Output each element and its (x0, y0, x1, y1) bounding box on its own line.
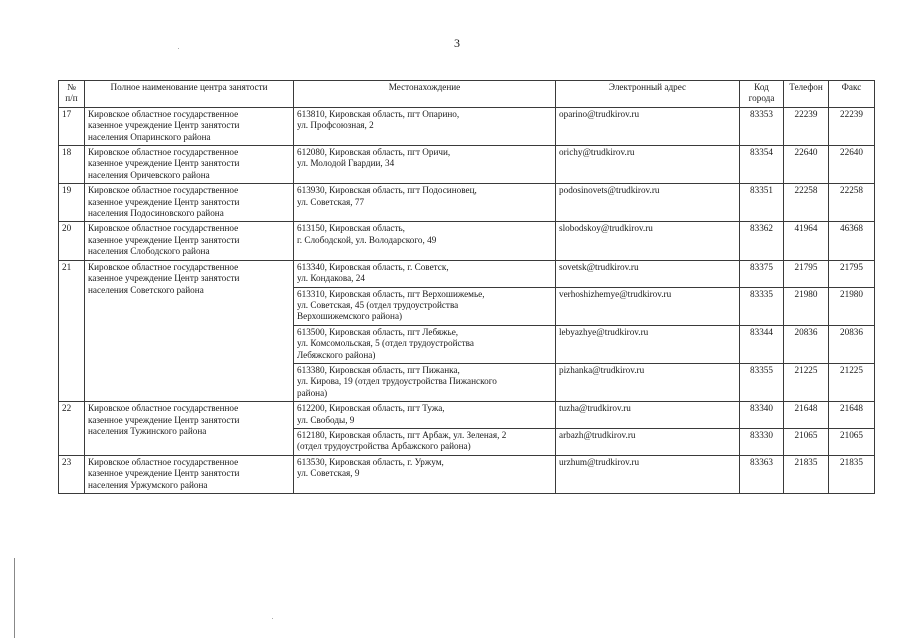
city-code-cell: 83351 (740, 184, 784, 222)
table-row (59, 184, 875, 222)
row-number: 21 (59, 260, 85, 401)
email-cell: podosinovets@trudkirov.ru (556, 184, 740, 222)
table-row (59, 222, 875, 260)
address-line: ул. Свободы, 9 (297, 414, 355, 425)
center-name-cell (85, 402, 294, 456)
row-number: 20 (59, 222, 85, 260)
city-code-cell: 83375 (740, 260, 784, 287)
phone-cell: 20836 (784, 325, 829, 363)
row-number: 23 (59, 455, 85, 493)
center-name-line: Кировское областное государственное (88, 108, 239, 119)
center-name-line: Кировское областное государственное (88, 147, 239, 158)
phone-cell: 22640 (784, 146, 829, 184)
email-cell: orichy@trudkirov.ru (556, 146, 740, 184)
center-name-cell (85, 146, 294, 184)
city-code-cell: 83344 (740, 325, 784, 363)
center-name-cell (85, 455, 294, 493)
address-line: района) (297, 387, 328, 398)
phone-cell: 41964 (784, 222, 829, 260)
header-code (740, 81, 784, 108)
city-code-cell: 83355 (740, 363, 784, 401)
city-code-cell: 83335 (740, 287, 784, 325)
table-header-row (59, 81, 875, 108)
fax-cell: 21835 (829, 455, 875, 493)
address-line: 613150, Кировская область, (297, 223, 405, 234)
city-code-cell: 83330 (740, 428, 784, 455)
center-name-cell (85, 260, 294, 401)
city-code-cell: 83362 (740, 222, 784, 260)
header-num-line: № (67, 82, 76, 92)
address-line: (отдел трудоустройства Арбажского района) (297, 441, 471, 452)
header-email: Электронный адрес (556, 81, 740, 108)
header-fax: Факс (829, 81, 875, 108)
fax-cell: 21065 (829, 428, 875, 455)
center-name-line: казенное учреждение Центр занятости (88, 196, 240, 207)
center-name-line: Кировское областное государственное (88, 185, 239, 196)
center-name-line: населения Оричевского района (88, 169, 210, 180)
address-line: ул. Профсоюзная, 2 (297, 120, 374, 131)
address-line: 613310, Кировская область, пгт Верхошижемье, (297, 288, 485, 299)
header-num-line: п/п (65, 93, 78, 104)
header-code-line: города (748, 93, 775, 104)
center-name-line: казенное учреждение Центр занятости (88, 414, 240, 425)
address-line: 613500, Кировская область, пгт Лебяжье, (297, 326, 459, 337)
fax-cell: 22239 (829, 107, 875, 145)
header-num (59, 81, 85, 108)
email-cell: verhoshizhemye@trudkirov.ru (556, 287, 740, 325)
address-cell (294, 455, 556, 493)
center-name-line: населения Тужинского района (88, 425, 207, 436)
address-line: 613380, Кировская область, пгт Пижанка, (297, 364, 460, 375)
center-name-line: Кировское областное государственное (88, 403, 239, 414)
email-cell: oparino@trudkirov.ru (556, 107, 740, 145)
row-number: 17 (59, 107, 85, 145)
center-name-line: казенное учреждение Центр занятости (88, 234, 240, 245)
center-name-line: населения Опаринского района (88, 131, 211, 142)
table-row (59, 107, 875, 145)
address-cell (294, 222, 556, 260)
address-line: ул. Кирова, 19 (отдел трудоустройства Пижанского (297, 376, 497, 387)
scan-line-mark (14, 558, 15, 638)
center-name-line: казенное учреждение Центр занятости (88, 273, 240, 284)
address-cell (294, 184, 556, 222)
address-line: 612080, Кировская область, пгт Оричи, (297, 147, 451, 158)
city-code-cell: 83340 (740, 402, 784, 429)
email-cell: slobodskoy@trudkirov.ru (556, 222, 740, 260)
address-line: Верхошижемского района) (297, 311, 403, 322)
email-cell: arbazh@trudkirov.ru (556, 428, 740, 455)
center-name-line: населения Советского района (88, 284, 204, 295)
center-name-line: населения Слободского района (88, 246, 210, 257)
fax-cell: 22640 (829, 146, 875, 184)
row-number: 18 (59, 146, 85, 184)
address-line: ул. Советская, 9 (297, 468, 360, 479)
fax-cell: 21795 (829, 260, 875, 287)
address-line: Лебяжского района) (297, 349, 376, 360)
address-line: 613530, Кировская область, г. Уржум, (297, 456, 444, 467)
page-number: 3 (454, 36, 460, 50)
center-name-cell (85, 184, 294, 222)
address-line: 612200, Кировская область, пгт Тужа, (297, 403, 445, 414)
phone-cell: 21065 (784, 428, 829, 455)
table-row (59, 260, 875, 287)
address-line: 612180, Кировская область, пгт Арбаж, ул. Зеленая, 2 (297, 429, 507, 440)
fax-cell: 22258 (829, 184, 875, 222)
city-code-cell: 83363 (740, 455, 784, 493)
address-cell (294, 146, 556, 184)
center-name-cell (85, 107, 294, 145)
phone-cell: 21648 (784, 402, 829, 429)
fax-cell: 21648 (829, 402, 875, 429)
address-cell (294, 363, 556, 401)
header-name: Полное наименование центра занятости (85, 81, 294, 108)
city-code-cell: 83353 (740, 107, 784, 145)
address-line: ул. Советская, 77 (297, 196, 365, 207)
address-line: 613810, Кировская область, пгт Опарино, (297, 108, 460, 119)
phone-cell: 22258 (784, 184, 829, 222)
scan-dot-mark (272, 618, 273, 619)
center-name-line: казенное учреждение Центр занятости (88, 158, 240, 169)
center-name-cell (85, 222, 294, 260)
scan-dot-mark (178, 48, 179, 49)
center-name-line: Кировское областное государственное (88, 261, 239, 272)
table-row (59, 402, 875, 429)
center-name-line: Кировское областное государственное (88, 456, 239, 467)
header-phone: Телефон (784, 81, 829, 108)
row-number: 19 (59, 184, 85, 222)
row-number: 22 (59, 402, 85, 456)
email-cell: pizhanka@trudkirov.ru (556, 363, 740, 401)
center-name-line: казенное учреждение Центр занятости (88, 120, 240, 131)
phone-cell: 21795 (784, 260, 829, 287)
address-line: 613340, Кировская область, г. Советск, (297, 261, 449, 272)
email-cell: sovetsk@trudkirov.ru (556, 260, 740, 287)
address-cell (294, 428, 556, 455)
address-line: г. Слободской, ул. Володарского, 49 (297, 234, 437, 245)
table-row (59, 146, 875, 184)
email-cell: lebyazhye@trudkirov.ru (556, 325, 740, 363)
phone-cell: 21225 (784, 363, 829, 401)
address-line: 613930, Кировская область, пгт Подосиновец, (297, 185, 477, 196)
center-name-line: населения Уржумского района (88, 479, 208, 490)
email-cell: tuzha@trudkirov.ru (556, 402, 740, 429)
center-name-line: населения Подосиновского района (88, 208, 224, 219)
table-row (59, 455, 875, 493)
address-cell (294, 260, 556, 287)
employment-centers-table (58, 80, 875, 494)
fax-cell: 20836 (829, 325, 875, 363)
phone-cell: 22239 (784, 107, 829, 145)
address-cell (294, 107, 556, 145)
address-line: ул. Советская, 45 (отдел трудоустройства (297, 299, 459, 310)
address-cell (294, 287, 556, 325)
table-body (59, 107, 875, 493)
phone-cell: 21980 (784, 287, 829, 325)
header-code-line: Код (754, 82, 769, 92)
address-line: ул. Кондакова, 24 (297, 273, 365, 284)
header-address: Местонахождение (294, 81, 556, 108)
city-code-cell: 83354 (740, 146, 784, 184)
center-name-line: казенное учреждение Центр занятости (88, 468, 240, 479)
address-line: ул. Молодой Гвардии, 34 (297, 158, 395, 169)
fax-cell: 21980 (829, 287, 875, 325)
fax-cell: 46368 (829, 222, 875, 260)
address-cell (294, 325, 556, 363)
email-cell: urzhum@trudkirov.ru (556, 455, 740, 493)
fax-cell: 21225 (829, 363, 875, 401)
phone-cell: 21835 (784, 455, 829, 493)
address-cell (294, 402, 556, 429)
center-name-line: Кировское областное государственное (88, 223, 239, 234)
address-line: ул. Комсомольская, 5 (отдел трудоустройства (297, 338, 474, 349)
